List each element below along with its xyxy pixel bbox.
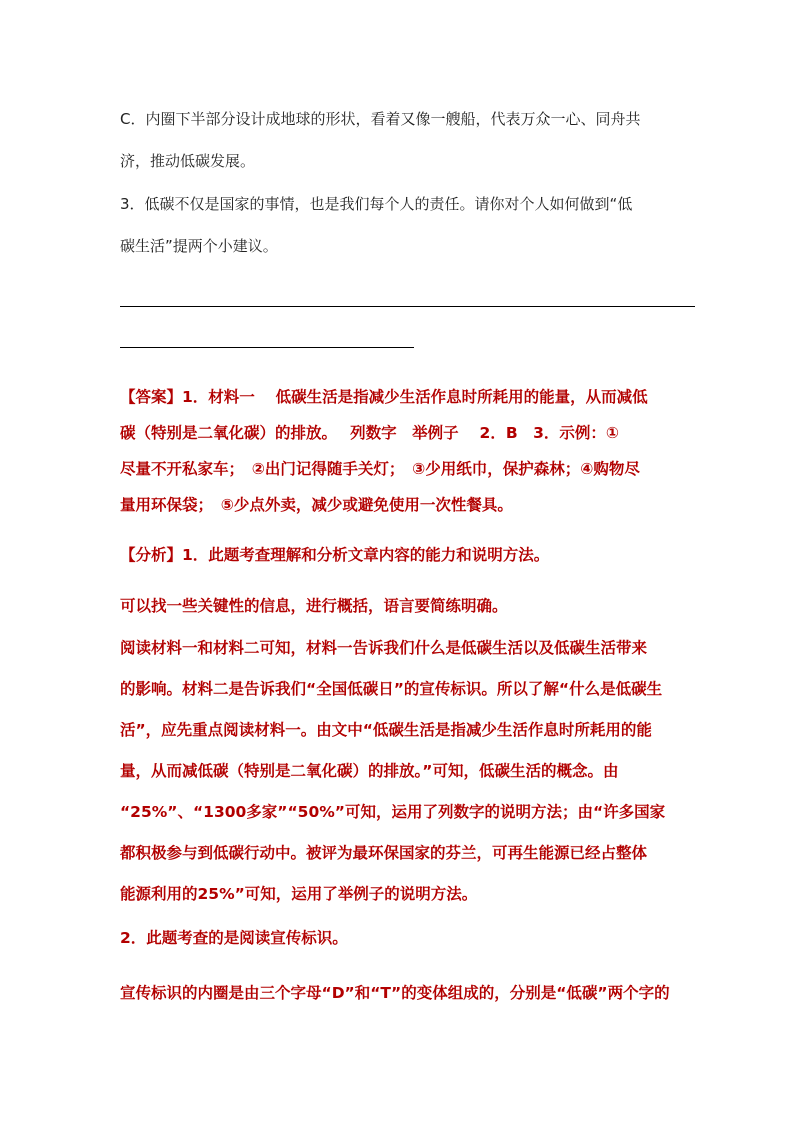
answer-blank-line [120, 347, 414, 348]
analysis-body [120, 628, 690, 915]
text-line: 量，从而减低碳（特别是二氧化碳）的排放。”可知，低碳生活的概念。由 [120, 762, 619, 780]
analysis-heading-1 [120, 537, 690, 573]
question-c-option [120, 98, 690, 182]
text-line: 都积极参与到低碳行动中。被评为最环保国家的芬兰，可再生能源已经占整体 [120, 844, 648, 862]
text-line: 量用环保袋； ⑤少点外卖，减少或避免使用一次性餐具。 [120, 496, 513, 514]
text-line: 可以找一些关键性的信息，进行概括，语言要简练明确。 [120, 597, 508, 615]
text-line: 尽量不开私家车； ②出门记得随手关灯； ③少用纸巾，保护森林；④购物尽 [120, 460, 640, 478]
text-line: 济，推动低碳发展。 [120, 152, 256, 170]
question-3 [120, 183, 690, 267]
text-line: 3．低碳不仅是国家的事情，也是我们每个人的责任。请你对个人如何做到“低 [120, 195, 633, 213]
analysis-2-body [120, 975, 690, 1011]
answer-blank-line [120, 306, 695, 307]
text-line: 碳（特别是二氧化碳）的排放。 列数字 举例子 2．B 3．示例：① [120, 424, 620, 442]
analysis-summary [120, 588, 690, 624]
text-line: 【答案】1．材料一 低碳生活是指减少生活作息时所耗用的能量，从而减低 [120, 388, 648, 406]
answer-block [120, 379, 690, 523]
text-line: 能源利用的25%”可知，运用了举例子的说明方法。 [120, 885, 478, 903]
analysis-heading-2 [120, 920, 690, 956]
text-line: C．内圈下半部分设计成地球的形状，看着又像一艘船，代表万众一心、同舟共 [120, 110, 641, 128]
text-line: 【分析】1．此题考查理解和分析文章内容的能力和说明方法。 [120, 546, 550, 564]
text-line: “25%”、“1300多家”“50%”可知，运用了列数字的说明方法；由“许多国家 [120, 803, 666, 821]
text-line: 活”，应先重点阅读材料一。由文中“低碳生活是指减少生活作息时所耗用的能 [120, 721, 652, 739]
text-line: 宣传标识的内圈是由三个字母“D”和“T”的变体组成的，分别是“低碳”两个字的 [120, 984, 670, 1002]
text-line: 2．此题考查的是阅读宣传标识。 [120, 929, 348, 947]
text-line: 碳生活”提两个小建议。 [120, 237, 278, 255]
text-line: 的影响。材料二是告诉我们“全国低碳日”的宣传标识。所以了解“什么是低碳生 [120, 680, 663, 698]
text-line: 阅读材料一和材料二可知，材料一告诉我们什么是低碳生活以及低碳生活带来 [120, 639, 648, 657]
